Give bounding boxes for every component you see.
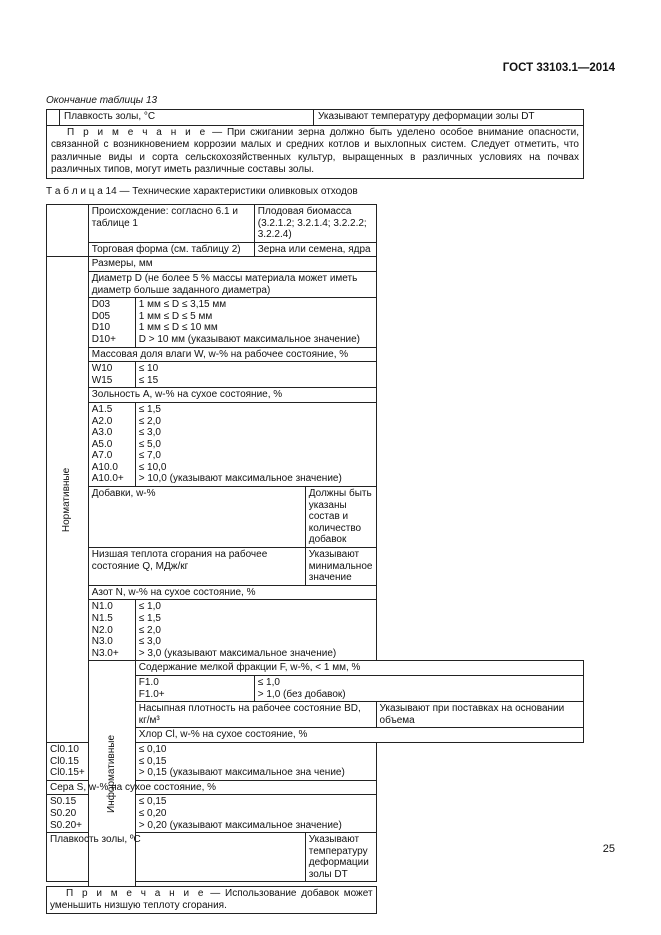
note-label: П р и м е ч а н и е <box>66 888 206 900</box>
fines-codes: F1.0 F1.0+ <box>135 675 254 701</box>
ash-melting-label: Плавкость золы, °С <box>60 110 314 126</box>
ash-title: Зольность A, w-% на сухое состояние, % <box>88 388 376 403</box>
table-row <box>47 388 584 403</box>
additives-value: Должны быть указаны состав и количество добавок <box>305 487 376 548</box>
table14-note <box>47 887 377 913</box>
ash-melting-label: Плавкость золы, ºС <box>47 833 306 882</box>
trade-form-label: Торговая форма (см. таблицу 2) <box>88 242 254 257</box>
note-text: — Использование добавок может уменьшить низшую теплоту сгорания. <box>50 888 373 912</box>
nitrogen-values: ≤ 1,0 ≤ 1,5 ≤ 2,0 ≤ 3,0 > 3,0 (указывают максимальное значение) <box>135 600 376 661</box>
table-row <box>47 585 584 600</box>
heat-value: Указывают минимальное значение <box>305 548 376 586</box>
table-row <box>47 110 584 126</box>
ash-melting-value: Указывают температуру деформации золы DT <box>305 833 376 882</box>
sulfur-title: Сера S, w-% на сухое состояние, % <box>47 780 377 795</box>
sizes-title: Размеры, мм <box>88 257 376 272</box>
chlorine-title: Хлор Cl, w-% на сухое состояние, % <box>135 728 583 743</box>
sulfur-codes: S0.15 S0.20 S0.20+ <box>47 795 89 833</box>
table-row <box>47 271 584 297</box>
table-14 <box>46 204 584 914</box>
moisture-values: ≤ 10 ≤ 15 <box>135 362 376 388</box>
table-13-end <box>46 109 584 179</box>
document-header-standard: ГОСТ 33103.1—2014 <box>502 62 615 74</box>
moisture-codes: W10 W15 <box>88 362 135 388</box>
moisture-title: Массовая доля влаги W, w-% на рабочее состояние, % <box>88 347 376 362</box>
heat-label: Низшая теплота сгорания на рабочее состояние Q, МДж/кг <box>88 548 305 586</box>
table-row <box>47 257 584 272</box>
fines-values: ≤ 1,0 > 1,0 (без добавок) <box>254 675 583 701</box>
informative-side-label: Информативные <box>88 661 135 887</box>
fines-title: Содержание мелкой фракции F, w-%, < 1 мм, % <box>135 661 583 676</box>
nitrogen-codes: N1.0 N1.5 N2.0 N3.0 N3.0+ <box>88 600 135 661</box>
table-row <box>47 125 584 178</box>
chlorine-codes: Cl0.10 Cl0.15 Cl0.15+ <box>47 742 89 780</box>
ash-values: ≤ 1,5 ≤ 2,0 ≤ 3,0 ≤ 5,0 ≤ 7,0 ≤ 10,0 > 10,0 (указывают максимальное значение) <box>135 402 376 486</box>
table-row <box>47 298 584 347</box>
note-label: П р и м е ч а н и е <box>67 126 208 138</box>
table-row <box>47 548 584 586</box>
table-row <box>47 887 584 913</box>
table-row <box>47 347 584 362</box>
chlorine-values: ≤ 0,10 ≤ 0,15 > 0,15 (указывают максимальное зна чение) <box>135 742 376 780</box>
note-text: — При сжигании зерна должно быть уделено особое внимание опасности, связанной с возникновением коррозии малых и средних котлов и выхлопных систем. Следует отметить, что различные виды и сорта сельскохозяйственных культур, выращенных в различных условиях на почвах различных типов, могут иметь различные составы золы. <box>51 126 580 175</box>
normative-side-label: Нормативные <box>47 257 89 743</box>
table-row <box>47 487 584 548</box>
nitrogen-title: Азот N, w-% на сухое состояние, % <box>88 585 376 600</box>
table13-note <box>47 125 584 178</box>
table-row <box>47 402 584 486</box>
sizes-codes: D03 D05 D10 D10+ <box>88 298 135 347</box>
bulk-density-value: Указывают при поставках на основании объема <box>376 702 583 728</box>
trade-form-value: Зерна или семена, ядра <box>254 242 376 257</box>
table-row <box>47 600 584 661</box>
additives-label: Добавки, w-% <box>88 487 305 548</box>
ash-codes: A1.5 A2.0 A3.0 A5.0 A7.0 A10.0 A10.0+ <box>88 402 135 486</box>
sizes-values: 1 мм ≤ D ≤ 3,15 мм 1 мм ≤ D ≤ 5 мм 1 мм ≤ D ≤ 10 мм D > 10 мм (указывают максимальное значение) <box>135 298 376 347</box>
table-row <box>47 205 584 243</box>
table-row <box>47 242 584 257</box>
table-row <box>47 661 584 676</box>
ash-melting-value: Указывают температуру деформации золы DT <box>314 110 584 126</box>
table-row <box>47 362 584 388</box>
sulfur-values: ≤ 0,15 ≤ 0,20 > 0,20 (указывают максимальное значение) <box>135 795 376 833</box>
table13-continuation-caption: Окончание таблицы 13 <box>46 95 158 106</box>
table14-caption: Т а б л и ц а 14 — Технические характеристики оливковых отходов <box>46 186 358 197</box>
page-number: 25 <box>602 843 615 855</box>
origin-value: Плодовая биомасса (3.2.1.2; 3.2.1.4; 3.2.2.2; 3.2.2.4) <box>254 205 376 243</box>
bulk-density-label: Насыпная плотность на рабочее состояние BD, кг/м³ <box>135 702 376 728</box>
origin-label: Происхождение: согласно 6.1 и таблице 1 <box>88 205 254 243</box>
diameter-note: Диаметр D (не более 5 % массы материала может иметь диаметр больше заданного диаметра) <box>88 271 376 297</box>
